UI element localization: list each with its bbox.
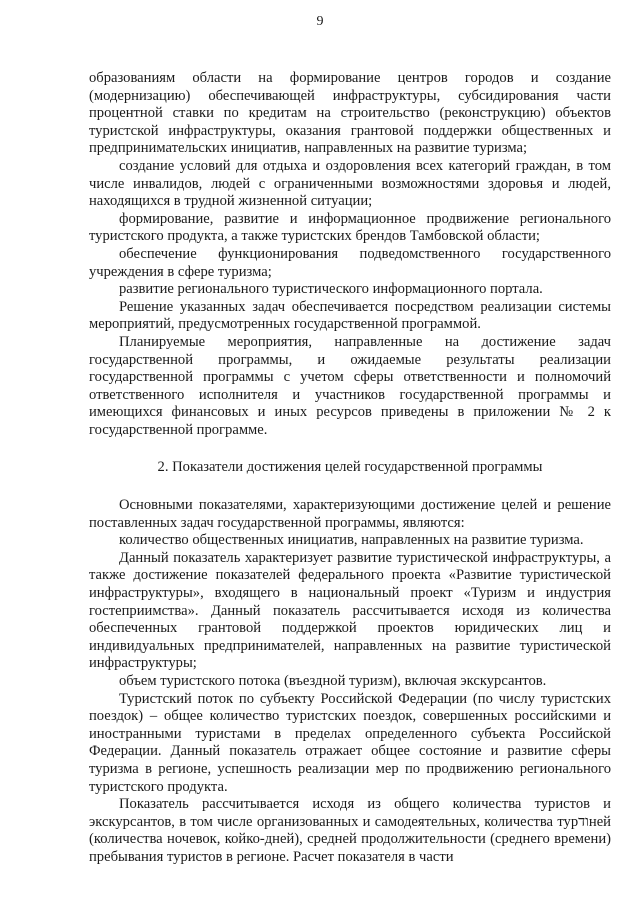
paragraph: Планируемые мероприятия, направленные на достижение задач государственной программы, и ожидаемые результаты реализации государственной программы с учетом сферы ответственности и полномочий ответственного исполнителя и участников государственной программы и имеющихся финансовых и иных ресурсов приведены в приложении № 2 к государственной программе. — [89, 333, 611, 438]
paragraph: создание условий для отдыха и оздоровления всех категорий граждан, в том числе инвалидов, людей с ограниченными возможностями здоровья и людей, находящихся в трудной жизненной ситуации; — [89, 157, 611, 210]
paragraph: Туристский поток по субъекту Российской Федерации (по числу туристских поездок) – общее количество туристских поездок, совершенных российскими и иностранными туристами в пределах определенного субъекта Российской Федерации. Данный показатель отражает общее состояние и развитие сферы туризма в регионе, успешность реализации мер по продвижению регионального туристского продукта. — [89, 690, 611, 795]
paragraph: формирование, развитие и информационное продвижение регионального туристского продукта, а также туристских брендов Тамбовской области; — [89, 210, 611, 245]
paragraph: Решение указанных задач обеспечивается посредством реализации системы мероприятий, предусмотренных государственной программой. — [89, 298, 611, 333]
paragraph: Данный показатель характеризует развитие туристической инфраструктуры, а также достижение показателей федерального проекта «Развитие туристической инфраструктуры», входящего в национальный проект «Туризм и индустрия гостеприимства». Данный показатель рассчитывается исходя из количества обеспеченных грантовой поддержкой проектов юридических лиц и индивидуальных предпринимателей, направленных на развитие туристической инфраструктуры; — [89, 549, 611, 672]
document-body — [89, 70, 611, 867]
paragraph: образованиям области на формирование центров городов и создание (модернизацию) обеспечивающей инфраструктуры, субсидирования части процентной ставки по кредитам на строительство (реконструкцию) объектов туристской инфраструктуры, оказания грантовой поддержки общественных и предпринимательских инициатив, направленных на развитие туризма; — [89, 70, 611, 157]
paragraph: Показатель рассчитывается исходя из общего количества туристов и экскурсантов, в том числе организованных и самодеятельных, количества турודней (количества ночевок, койко-дней), средней продолжительности (среднего времени) пребывания туристов в регионе. Расчет показателя в части — [89, 796, 611, 865]
paragraph: обеспечение функционирования подведомственного государственного учреждения в сфере туризма; — [89, 245, 611, 280]
paragraph: Основными показателями, характеризующими достижение целей и решение поставленных задач государственной программы, являются: — [89, 497, 611, 531]
page-number: 9 — [316, 14, 324, 29]
section-heading: 2. Показатели достижения целей государственной программы — [157, 459, 543, 476]
paragraph: количество общественных инициатив, направленных на развитие туризма. — [119, 532, 584, 549]
paragraph: развитие регионального туристического информационного портала. — [119, 281, 543, 298]
paragraph: объем туристского потока (въездной туризм), включая экскурсантов. — [119, 673, 547, 689]
